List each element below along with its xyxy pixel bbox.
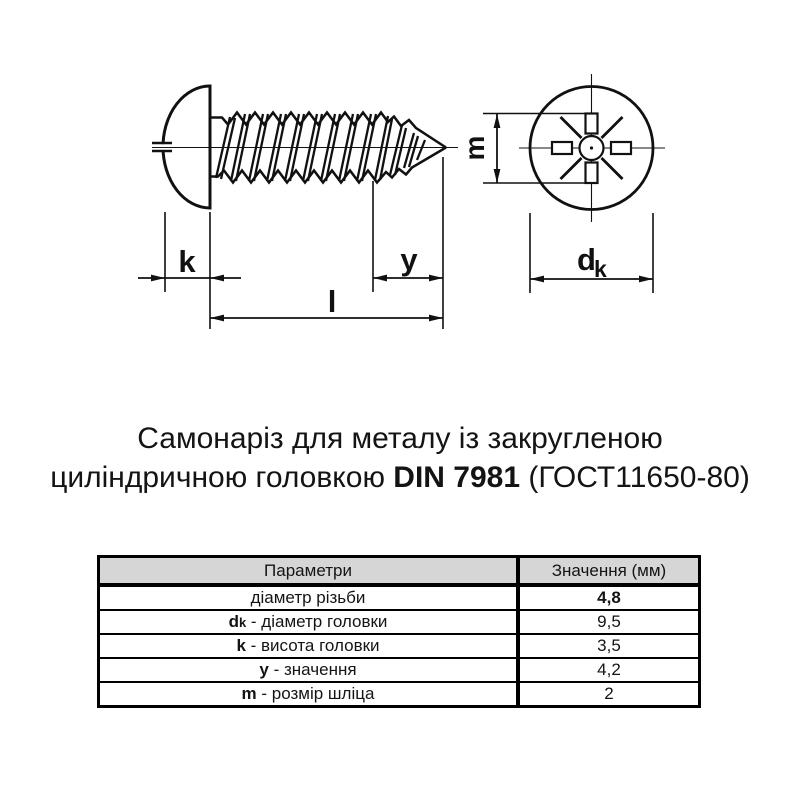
param-symbol: k: [236, 636, 246, 655]
dimension-dk: [530, 213, 653, 293]
param-cell: [99, 658, 519, 682]
param-symbol: y: [259, 660, 269, 679]
arrowhead: [494, 114, 501, 128]
screw-front-view: [519, 74, 665, 222]
product-title: [0, 419, 800, 497]
param-text: - висота головки: [245, 636, 380, 655]
param-symbol-subscript: k: [238, 615, 247, 630]
arrowhead: [151, 275, 165, 282]
table-row-slot-size: [99, 682, 700, 707]
param-text: - розмір шліца: [256, 684, 375, 703]
table-row-thread-diameter: [99, 585, 700, 610]
din-standard-label: DIN 7981: [393, 461, 521, 494]
product-title-line2: [0, 458, 800, 497]
table-row-head-diameter: [99, 610, 700, 634]
arrowhead: [210, 315, 224, 322]
table-header-row: [99, 557, 700, 586]
dim-label-y: y: [400, 242, 418, 277]
arrowhead: [429, 275, 443, 282]
table-row-y-value: [99, 658, 700, 682]
value-cell: 4,8: [518, 585, 700, 610]
param-cell: [99, 682, 519, 707]
table-row-head-height: [99, 634, 700, 658]
spec-table: [97, 555, 701, 708]
gost-standard-label: (ГОСТ11650-80): [520, 461, 750, 494]
dimension-y: [373, 242, 443, 281]
param-cell: [99, 610, 519, 634]
dim-label-dk-sub: k: [594, 256, 607, 282]
arrowhead: [429, 315, 443, 322]
param-symbol: d: [228, 612, 239, 631]
arrowhead: [639, 276, 653, 283]
col-header-value: Значення (мм): [518, 557, 700, 586]
product-title-line1: Самонаріз для металу із закругленою: [137, 422, 663, 455]
param-cell: [99, 585, 519, 610]
col-header-parameters: Параметри: [99, 557, 519, 586]
param-text: - значення: [268, 660, 357, 679]
value-cell: 9,5: [518, 610, 700, 634]
arrowhead: [373, 275, 387, 282]
arrowhead: [494, 169, 501, 183]
dim-label-dk: d: [577, 242, 596, 277]
value-cell: 2: [518, 682, 700, 707]
dim-label-k: k: [178, 244, 196, 279]
title-line2-text: циліндричною головкою: [50, 461, 394, 494]
arrowhead: [530, 276, 544, 283]
dimension-l: [210, 284, 443, 321]
value-cell: 4,2: [518, 658, 700, 682]
dim-label-m: m: [459, 135, 490, 161]
value-cell: 3,5: [518, 634, 700, 658]
param-symbol: m: [241, 684, 257, 703]
technical-drawing: [0, 0, 800, 360]
arrowhead: [210, 275, 224, 282]
dim-label-l: l: [327, 284, 337, 319]
dimension-k: [138, 244, 241, 281]
param-cell: [99, 634, 519, 658]
param-text: - діаметр головки: [246, 612, 388, 631]
center-point: [590, 146, 593, 149]
screw-side-view: [152, 86, 458, 208]
param-text: діаметр різьби: [250, 588, 366, 607]
